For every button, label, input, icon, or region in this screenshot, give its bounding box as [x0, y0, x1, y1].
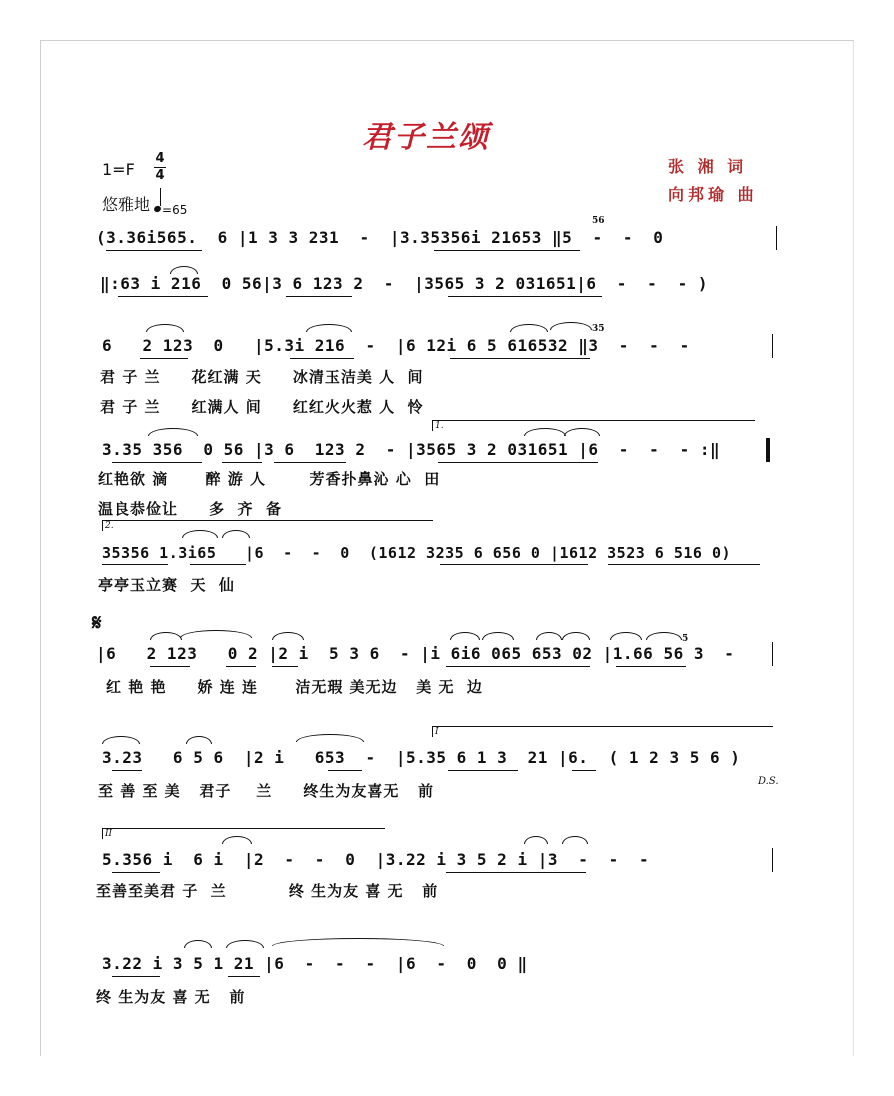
composer-credit: 向邦瑜 曲 — [668, 185, 758, 204]
notation-row-1: (3.36i565. 6 |1 3 3 231 - |3.35356i 21653 ‖5 - - 0 — [96, 228, 664, 247]
underline — [450, 358, 590, 359]
underline — [226, 666, 256, 667]
underline — [106, 250, 202, 251]
segno-icon: 𝄋 — [92, 610, 102, 636]
underline — [190, 564, 246, 565]
underline — [118, 296, 208, 297]
underline — [222, 462, 262, 463]
underline — [434, 250, 580, 251]
notation-row-7: 3.23 6 5 6 |2 i 653 - |5.35 6 1 3 21 |6. ( 1 2 3 5 6 ) — [102, 748, 741, 767]
quarter-note-icon — [153, 205, 162, 213]
lyrics-verse-1: 君 子 兰 花红满 天 冰清玉洁美 人 间 — [100, 368, 424, 386]
notation-row-2: ‖:63 i 216 0 56|3 6 123 2 - |3565 3 2 031651|6 - - - ) — [100, 274, 708, 293]
volta-II-label: II — [105, 829, 113, 839]
key-signature: 1=F — [102, 160, 135, 179]
underline — [448, 770, 518, 771]
notation-row-6: |6 2 123 0 2 |2 i 5 3 6 - |i 6i6 065 653 02 |1.66 56 3 - — [96, 644, 735, 663]
underline — [616, 666, 686, 667]
meter-top: 4 — [155, 151, 165, 166]
underline — [112, 462, 202, 463]
underline — [290, 358, 354, 359]
lyrics-verse-1: 至善至美君 子 兰 终 生为友 喜 无 前 — [96, 882, 439, 900]
underline — [112, 976, 160, 977]
notation-row-4: 3.35 356 0 56 |3 6 123 2 - |3565 3 2 031651 |6 - - - :‖ — [102, 440, 721, 459]
notation-row-5: 35356 1.3i65 |6 - - 0 (1612 3235 6 656 0 |1612 3523 6 516 0) — [102, 544, 732, 562]
volta-1-label: 1. — [435, 421, 444, 431]
underline — [150, 666, 190, 667]
time-signature — [154, 152, 166, 183]
underline — [438, 462, 598, 463]
underline — [440, 564, 588, 565]
underline — [286, 296, 352, 297]
lyrics-verse-1: 亭亭玉立赛 天 仙 — [98, 576, 235, 594]
underline — [228, 976, 260, 977]
song-title: 君子兰颂 — [362, 120, 490, 155]
grace-notes: 56 — [592, 216, 605, 226]
barline — [772, 848, 773, 872]
grace-notes: 5 — [682, 634, 689, 644]
underline — [328, 770, 362, 771]
notation-row-9: 3.22 i 3 5 1 21 |6 - - - |6 - 0 0 ‖ — [102, 954, 528, 973]
underline — [274, 462, 346, 463]
lyrics-verse-1: 红艳欲 滴 醉 游 人 芳香扑鼻沁 心 田 — [98, 470, 441, 488]
underline — [102, 564, 168, 565]
tempo-text: 悠雅地 — [102, 195, 151, 214]
barline — [772, 642, 773, 666]
underline — [446, 872, 586, 873]
volta-I — [432, 726, 773, 737]
grace-notes: 35 — [592, 324, 605, 334]
underline — [448, 296, 602, 297]
note-stem — [160, 188, 161, 206]
lyrics-verse-2: 温良恭俭让 多 齐 备 — [98, 500, 283, 518]
tempo-value: =65 — [162, 203, 188, 217]
underline — [140, 358, 188, 359]
tempo-marking — [102, 192, 187, 215]
volta-2 — [102, 520, 433, 531]
volta-2-label: 2. — [105, 521, 114, 531]
underline — [112, 770, 142, 771]
lyricist-credit: 张 湘 词 — [668, 157, 748, 176]
underline — [272, 666, 298, 667]
notation-row-3: 6 2 123 0 |5.3i 216 - |6 12i 6 5 616532 ‖3 - - - — [102, 336, 690, 355]
underline — [608, 564, 760, 565]
underline — [446, 666, 590, 667]
repeat-barline — [766, 438, 770, 462]
dal-segno-mark: D.S. — [758, 776, 779, 787]
notation-row-8: 5.356 i 6 i |2 - - 0 |3.22 i 3 5 2 i |3 - - - — [102, 850, 650, 869]
lyrics-verse-2: 君 子 兰 红满人 间 红红火火惹 人 怜 — [100, 398, 424, 416]
barline — [772, 334, 773, 358]
meter-bottom: 4 — [155, 168, 165, 183]
lyrics-verse-1: 终 生为友 喜 无 前 — [96, 988, 246, 1006]
underline — [572, 770, 596, 771]
lyrics-verse-1: 至 善 至 美 君子 兰 终生为友喜无 前 — [98, 782, 435, 800]
volta-I-label: I — [435, 727, 439, 737]
underline — [112, 872, 160, 873]
barline — [776, 226, 777, 250]
lyrics-verse-1: 红 艳 艳 娇 连 连 洁无瑕 美无边 美 无 边 — [106, 678, 483, 696]
